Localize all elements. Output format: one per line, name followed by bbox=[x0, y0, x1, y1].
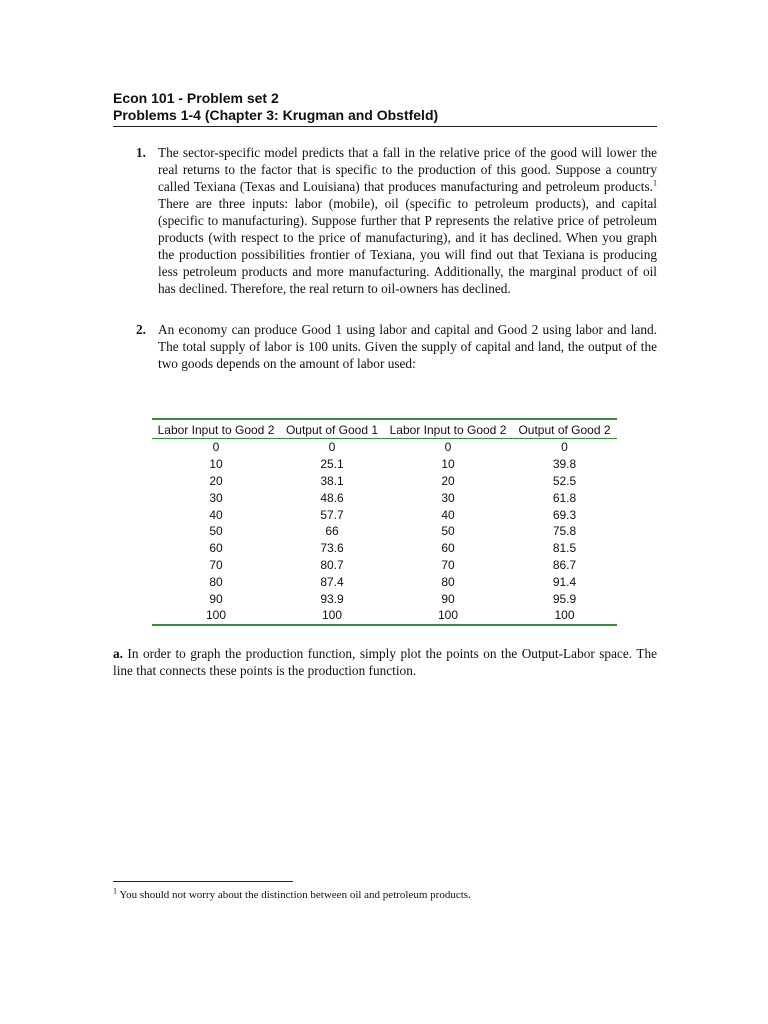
table-cell: 80.7 bbox=[320, 557, 344, 572]
table-cell: 80 bbox=[209, 574, 223, 589]
table-cell: 48.6 bbox=[320, 490, 344, 505]
table-cell: 25.1 bbox=[320, 457, 344, 472]
table-row bbox=[152, 523, 617, 540]
problem-1 bbox=[136, 144, 657, 297]
table-cell: 70 bbox=[441, 557, 455, 572]
table-cell: 100 bbox=[512, 607, 617, 625]
document-header bbox=[113, 90, 657, 124]
table-cell: 90 bbox=[209, 591, 223, 606]
table-cell: 20 bbox=[209, 473, 223, 488]
table-header-cell: Output of Good 1 bbox=[280, 420, 384, 439]
table-cell: 86.7 bbox=[552, 557, 577, 572]
table-cell: 66 bbox=[325, 524, 339, 539]
table-cell: 61.8 bbox=[552, 490, 577, 505]
table-cell: 100 bbox=[280, 607, 384, 625]
footnote-divider bbox=[113, 881, 293, 882]
table-cell: 30 bbox=[209, 490, 223, 505]
table-row bbox=[152, 607, 617, 625]
table-cell: 20 bbox=[441, 473, 455, 488]
footnote bbox=[113, 888, 657, 902]
table-row bbox=[152, 506, 617, 523]
table-cell: 0 bbox=[212, 440, 220, 455]
table-cell: 52.5 bbox=[552, 473, 577, 488]
table-cell: 93.9 bbox=[320, 591, 344, 606]
table-cell: 91.4 bbox=[552, 574, 577, 589]
table-row bbox=[152, 473, 617, 490]
table-cell: 0 bbox=[328, 440, 336, 455]
table-cell: 75.8 bbox=[552, 524, 577, 539]
table-cell: 10 bbox=[209, 457, 223, 472]
table-row bbox=[152, 573, 617, 590]
table-cell: 38.1 bbox=[320, 473, 344, 488]
table-cell: 95.9 bbox=[552, 591, 577, 606]
problem-1-number: 1. bbox=[136, 145, 146, 160]
table-cell: 70 bbox=[209, 557, 223, 572]
table-cell: 60 bbox=[209, 541, 223, 556]
table-cell: 50 bbox=[209, 524, 223, 539]
table-cell: 100 bbox=[384, 607, 512, 625]
part-a bbox=[113, 645, 657, 679]
footnote-mark: 1 bbox=[113, 886, 117, 896]
table-header-cell: Labor Input to Good 2 bbox=[384, 420, 512, 439]
problem-1-text-after: There are three inputs: labor (mobile), oil (specific to petroleum products), and capital (specific to manufacturing). Suppose further that P represents the relative price of petroleum products (with respect to the price of manufacturing), and it has declined. When you graph the production possibilities frontier of Texiana, you will find out that Texiana is producing less petroleum products and more manufacturing. Additionally, the marginal product of oil has declined. Therefore, the real return to oil-owners has declined. bbox=[158, 196, 657, 296]
table-cell: 40 bbox=[441, 507, 455, 522]
footnote-text: You should not worry about the distinction between oil and petroleum products. bbox=[117, 889, 471, 901]
header-title: Econ 101 - Problem set 2 bbox=[113, 90, 279, 106]
table-cell: 50 bbox=[441, 524, 455, 539]
table-header-cell: Labor Input to Good 2 bbox=[152, 420, 280, 439]
table-cell: 69.3 bbox=[552, 507, 577, 522]
part-a-label: a. bbox=[113, 646, 123, 661]
table-cell: 100 bbox=[152, 607, 280, 625]
problem-2-text: An economy can produce Good 1 using labor and capital and Good 2 using labor and land. The total supply of labor is 100 units. Given the supply of capital and land, the output of the two goods depends on the amount of labor used: bbox=[158, 322, 657, 371]
labor-output-table bbox=[152, 418, 617, 626]
table-cell: 81.5 bbox=[552, 541, 577, 556]
table-row bbox=[152, 557, 617, 574]
table-cell: 40 bbox=[209, 507, 223, 522]
table-header-cell: Output of Good 2 bbox=[512, 420, 617, 439]
table-cell: 87.4 bbox=[320, 574, 344, 589]
table-cell: 80 bbox=[441, 574, 455, 589]
header-subtitle: Problems 1-4 (Chapter 3: Krugman and Obstfeld) bbox=[113, 107, 439, 123]
problem-2 bbox=[136, 321, 657, 372]
problem-1-text-before: The sector-specific model predicts that a fall in the relative price of the good will lower the real returns to the factor that is specific to the production of this good. Suppose a country called Texiana (Texas and Louisiana) that produces manufacturing and petroleum products. bbox=[158, 145, 657, 194]
table-cell: 39.8 bbox=[552, 457, 577, 472]
table-row bbox=[152, 489, 617, 506]
table-cell: 90 bbox=[441, 591, 455, 606]
problem-2-number: 2. bbox=[136, 322, 146, 337]
footnote-reference: 1 bbox=[653, 178, 657, 188]
table-row bbox=[152, 439, 617, 456]
table-row bbox=[152, 590, 617, 607]
table-cell: 57.7 bbox=[320, 507, 344, 522]
header-divider bbox=[113, 126, 657, 127]
table-cell: 0 bbox=[444, 440, 452, 455]
table-cell: 30 bbox=[441, 490, 455, 505]
problem-1-text bbox=[158, 144, 657, 297]
table-row bbox=[152, 456, 617, 473]
table-cell: 73.6 bbox=[320, 541, 344, 556]
table-cell: 0 bbox=[561, 440, 568, 455]
table-cell: 60 bbox=[441, 541, 455, 556]
table-row bbox=[152, 540, 617, 557]
table-cell: 10 bbox=[441, 457, 455, 472]
table-header-row bbox=[152, 420, 617, 439]
part-a-text: In order to graph the production function, simply plot the points on the Output-Labor space. The line that connects these points is the production function. bbox=[113, 646, 657, 678]
